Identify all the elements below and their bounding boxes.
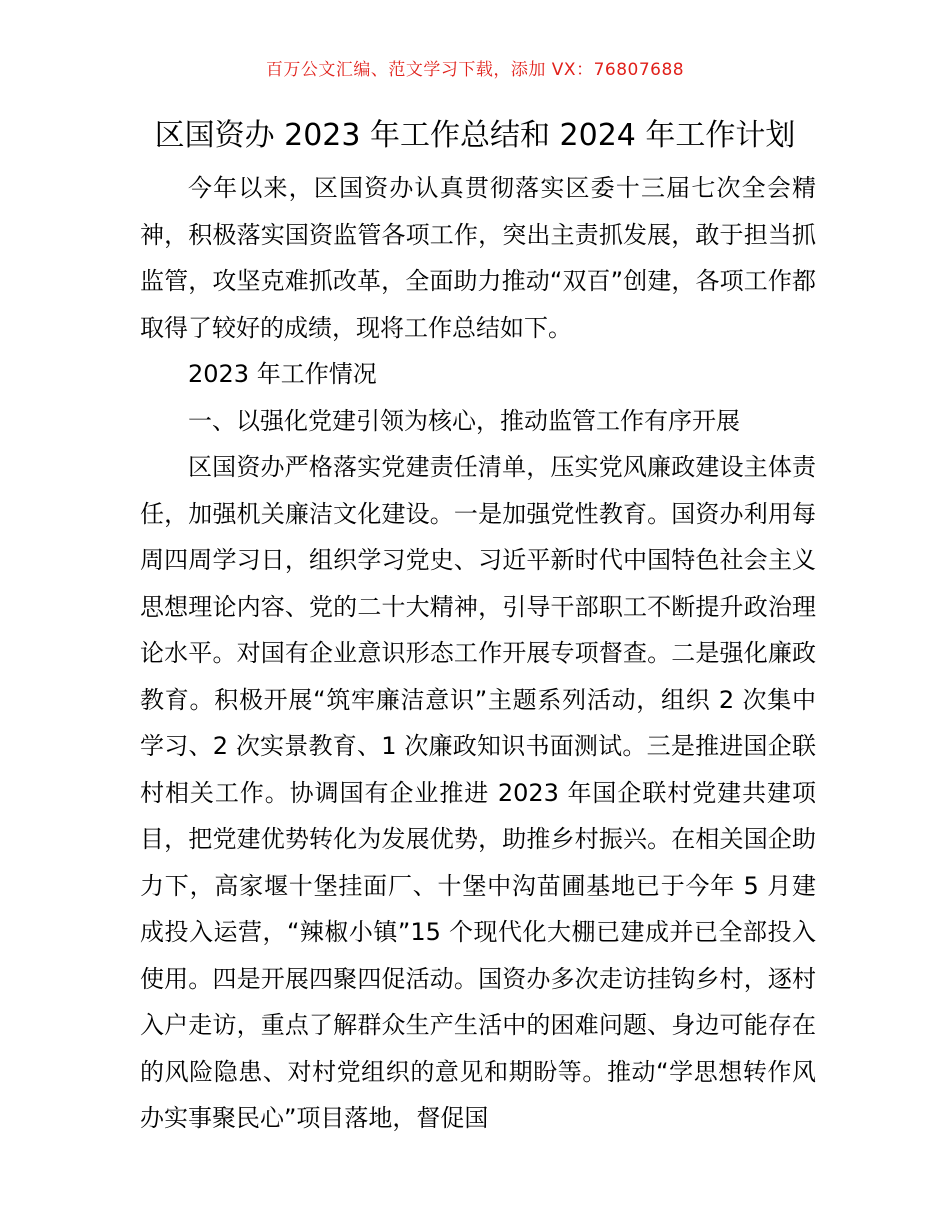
document-title: 区国资办 2023 年工作总结和 2024 年工作计划 (154, 118, 796, 153)
body-paragraph: 区国资办严格落实党建责任清单，压实党风廉政建设主体责任，加强机关廉洁文化建设。一是加强党性教育。国资办利用每周四周学习日，组织学习党史、习近平新时代中国特色社会主义思想理论内容、党的二十大精神，引导干部职工不断提升政治理论水平。对国有企业意识形态工作开展专项督查。二是强化廉政教育。积极开展“筑牢廉洁意识”主题系列活动，组织 2 次集中学习、2 次实景教育、1 次廉政知识书面测试。三是推进国企联村相关工作。协调国有企业推进 2023 年国企联村党建共建项目，把党建优势转化为发展优势，助推乡村振兴。在相关国企助力下，高家堰十堡挂面厂、十堡中沟苗圃基地已于今年 5 月建成投入运营，“辣椒小镇”15 个现代化大棚已建成并已全部投入使用。四是开展四聚四促活动。国资办多次走访挂钩乡村，逐村入户走访，重点了解群众生产生活中的困难问题、身边可能存在的风险隐患、对村党组织的意见和期盼等。推动“学思想转作风办实事聚民心”项目落地，督促国 (140, 453, 816, 1132)
header-watermark-note: 百万公文汇编、范文学习下载，添加 VX：76807688 (265, 60, 685, 80)
document-body (140, 165, 816, 1142)
intro-paragraph: 今年以来，区国资办认真贯彻落实区委十三届七次全会精神，积极落实国资监管各项工作，突出主责抓发展，敢于担当抓监管，攻坚克难抓改革，全面助力推动“双百”创建，各项工作都取得了较好的成绩，现将工作总结如下。 (140, 174, 816, 342)
subsection-heading: 一、以强化党建引领为核心，推动监管工作有序开展 (188, 406, 740, 435)
section-heading: 2023 年工作情况 (188, 360, 377, 388)
